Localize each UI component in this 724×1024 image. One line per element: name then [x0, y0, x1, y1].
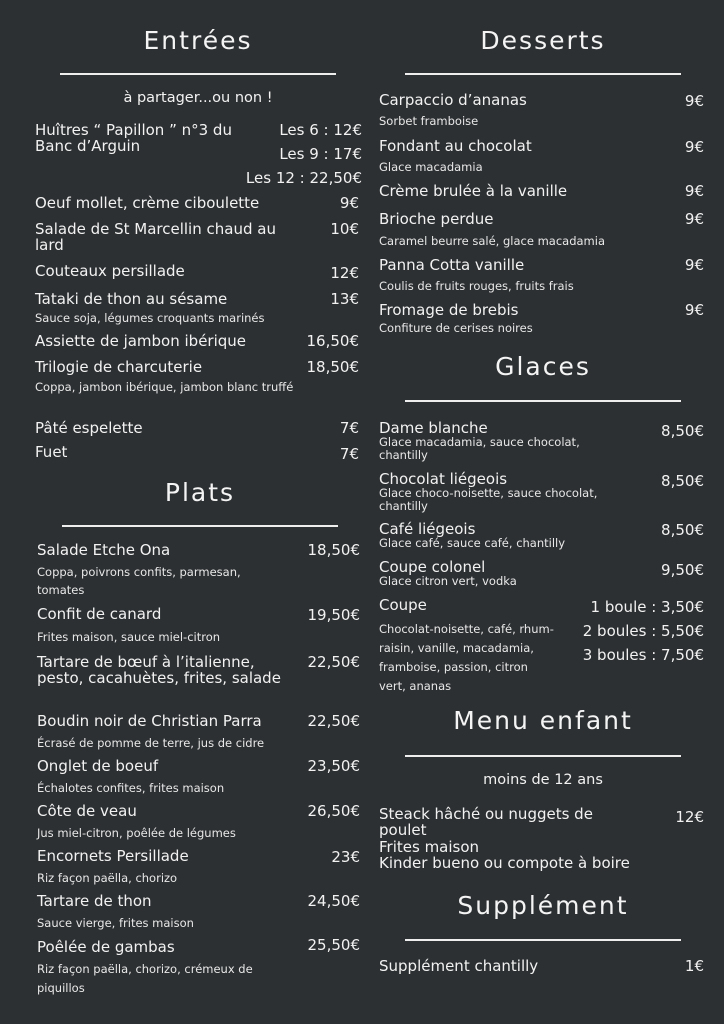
- enfant-title: Menu enfant: [453, 706, 633, 735]
- glace-item-desc: Glace macadamia, sauce chocolat, chantilly: [379, 435, 580, 462]
- plat-item-desc: Frites maison, sauce miel-citron: [37, 630, 221, 644]
- dessert-item-name: Fondant au chocolat: [379, 137, 532, 155]
- glace-item-desc: Glace citron vert, vodka: [379, 574, 517, 588]
- plat-item-price: 23,50€: [307, 757, 360, 775]
- entree-item-name: Fuet: [35, 443, 68, 461]
- dessert-item-name: Crème brulée à la vanille: [379, 182, 568, 200]
- dessert-item-desc: Confiture de cerises noires: [379, 321, 533, 335]
- plat-item-price: 24,50€: [307, 892, 360, 910]
- plat-item-desc: Jus miel-citron, poêlée de légumes: [37, 826, 236, 840]
- dessert-item-price: 9€: [684, 256, 704, 274]
- plat-item-name: Côte de veau: [37, 802, 137, 820]
- plat-item-desc: Riz façon paëlla, chorizo: [37, 871, 178, 885]
- glace-item-price: 8,50€: [661, 472, 704, 490]
- plat-item-desc: Riz façon paëlla, chorizo, crémeux de piquillos: [37, 962, 253, 995]
- enfant-price: 12€: [675, 808, 704, 826]
- entree-item-name: Couteaux persillade: [35, 262, 185, 280]
- entree-item-name: Salade de St Marcellin chaud au lard: [35, 220, 276, 254]
- glace-item-desc: Glace café, sauce café, chantilly: [379, 536, 566, 550]
- supplement-price: 1€: [684, 957, 704, 975]
- plat-item-price: 26,50€: [307, 802, 360, 820]
- glace-item-name: Chocolat liégeois: [379, 470, 508, 488]
- desserts-divider: [405, 73, 681, 75]
- glace-item-name: Coupe colonel: [379, 558, 486, 576]
- huitres-name: Huîtres “ Papillon ” n°3 du Banc d’Arguin: [35, 121, 232, 155]
- coupe-price-2: 2 boules : 5,50€: [582, 622, 704, 640]
- dessert-item-desc: Glace macadamia: [379, 160, 483, 174]
- coupe-name: Coupe: [379, 596, 427, 614]
- dessert-item-desc: Caramel beurre salé, glace macadamia: [379, 234, 606, 248]
- entree-item-name: Assiette de jambon ibérique: [35, 332, 247, 350]
- glace-item-name: Café liégeois: [379, 520, 476, 538]
- dessert-item-price: 9€: [684, 138, 704, 156]
- entrees-title: Entrées: [143, 26, 253, 55]
- entrees-divider: [60, 73, 336, 75]
- entree-item-price: 10€: [330, 220, 359, 238]
- plat-item-price: 22,50€: [307, 712, 360, 730]
- dessert-item-price: 9€: [684, 92, 704, 110]
- enfant-line-1: Steack hâché ou nuggets de poulet: [379, 805, 593, 839]
- glace-item-price: 8,50€: [661, 521, 704, 539]
- entree-item-name: Pâté espelette: [35, 419, 143, 437]
- enfant-subtitle: moins de 12 ans: [483, 772, 603, 788]
- coupe-price-3: 3 boules : 7,50€: [582, 646, 704, 664]
- glace-item-desc: Glace choco-noisette, sauce chocolat, chantilly: [379, 486, 598, 513]
- dessert-item-name: Brioche perdue: [379, 210, 494, 228]
- plat-item-price: 23€: [331, 848, 360, 866]
- supplement-divider: [405, 939, 681, 941]
- plats-title: Plats: [164, 478, 236, 507]
- entree-item-price: 16,50€: [306, 332, 359, 350]
- enfant-line-2: Frites maison: [379, 838, 480, 856]
- enfant-divider: [405, 755, 681, 757]
- plat-item-name: Encornets Persillade: [37, 847, 189, 865]
- plat-item-name: Boudin noir de Christian Parra: [37, 712, 262, 730]
- desserts-title: Desserts: [480, 26, 606, 55]
- dessert-item-price: 9€: [684, 301, 704, 319]
- entrees-subtitle: à partager...ou non !: [123, 90, 273, 106]
- plat-item-price: 18,50€: [307, 541, 360, 559]
- plat-item-name: Poêlée de gambas: [37, 938, 175, 956]
- glace-item-price: 8,50€: [661, 422, 704, 440]
- dessert-item-price: 9€: [684, 182, 704, 200]
- dessert-item-price: 9€: [684, 210, 704, 228]
- entree-item-price: 13€: [330, 290, 359, 308]
- entree-item-name: Oeuf mollet, crème ciboulette: [35, 194, 260, 212]
- plat-item-desc: Écrasé de pomme de terre, jus de cidre: [37, 736, 265, 750]
- entree-item-name: Trilogie de charcuterie: [35, 358, 203, 376]
- plats-divider: [62, 525, 338, 527]
- entree-item-price: 12€: [330, 264, 359, 282]
- plat-item-desc: Coppa, poivrons confits, parmesan, tomates: [37, 565, 241, 597]
- plat-item-desc: Sauce vierge, frites maison: [37, 916, 194, 930]
- entree-item-price: 18,50€: [306, 358, 359, 376]
- plat-item-price: 25,50€: [307, 936, 360, 954]
- supplement-name: Supplément chantilly: [379, 957, 539, 975]
- glaces-title: Glaces: [495, 352, 591, 381]
- dessert-item-name: Fromage de brebis: [379, 301, 519, 319]
- entree-item-desc: Sauce soja, légumes croquants marinés: [35, 311, 265, 325]
- dessert-item-name: Carpaccio d’ananas: [379, 91, 527, 109]
- dessert-item-desc: Sorbet framboise: [379, 114, 479, 128]
- entree-item-price: 7€: [339, 445, 359, 463]
- entree-item-price: 7€: [339, 419, 359, 437]
- coupe-price-1: 1 boule : 3,50€: [590, 598, 704, 616]
- glaces-divider: [405, 400, 681, 402]
- dessert-item-desc: Coulis de fruits rouges, fruits frais: [379, 279, 574, 293]
- glace-item-price: 9,50€: [661, 561, 704, 579]
- plat-item-name: Confit de canard: [37, 605, 162, 623]
- plat-item-name: Tartare de thon: [37, 892, 152, 910]
- entree-item-name: Tataki de thon au sésame: [35, 290, 228, 308]
- plat-item-desc: Échalotes confites, frites maison: [37, 781, 225, 795]
- entree-item-price: 9€: [339, 194, 359, 212]
- plat-item-price: 22,50€: [307, 653, 360, 671]
- glace-item-name: Dame blanche: [379, 419, 488, 437]
- plat-item-price: 19,50€: [307, 606, 360, 624]
- dessert-item-name: Panna Cotta vanille: [379, 256, 525, 274]
- plat-item-name: Onglet de boeuf: [37, 757, 159, 775]
- huitres-price-12: Les 12 : 22,50€: [245, 169, 362, 187]
- enfant-line-3: Kinder bueno ou compote à boire: [379, 854, 630, 872]
- huitres-price-9: Les 9 : 17€: [279, 145, 362, 163]
- plat-item-name: Tartare de bœuf à l’italienne, pesto, cacahuètes, frites, salade: [37, 653, 281, 687]
- plat-item-name: Salade Etche Ona: [37, 541, 171, 559]
- supplement-title: Supplément: [457, 891, 629, 920]
- huitres-price-6: Les 6 : 12€: [279, 121, 362, 139]
- coupe-desc: Chocolat-noisette, café, rhum-raisin, vanille, macadamia, framboise, passion, citron vert, ananas: [379, 622, 554, 693]
- entree-item-desc: Coppa, jambon ibérique, jambon blanc truffé: [35, 380, 294, 394]
